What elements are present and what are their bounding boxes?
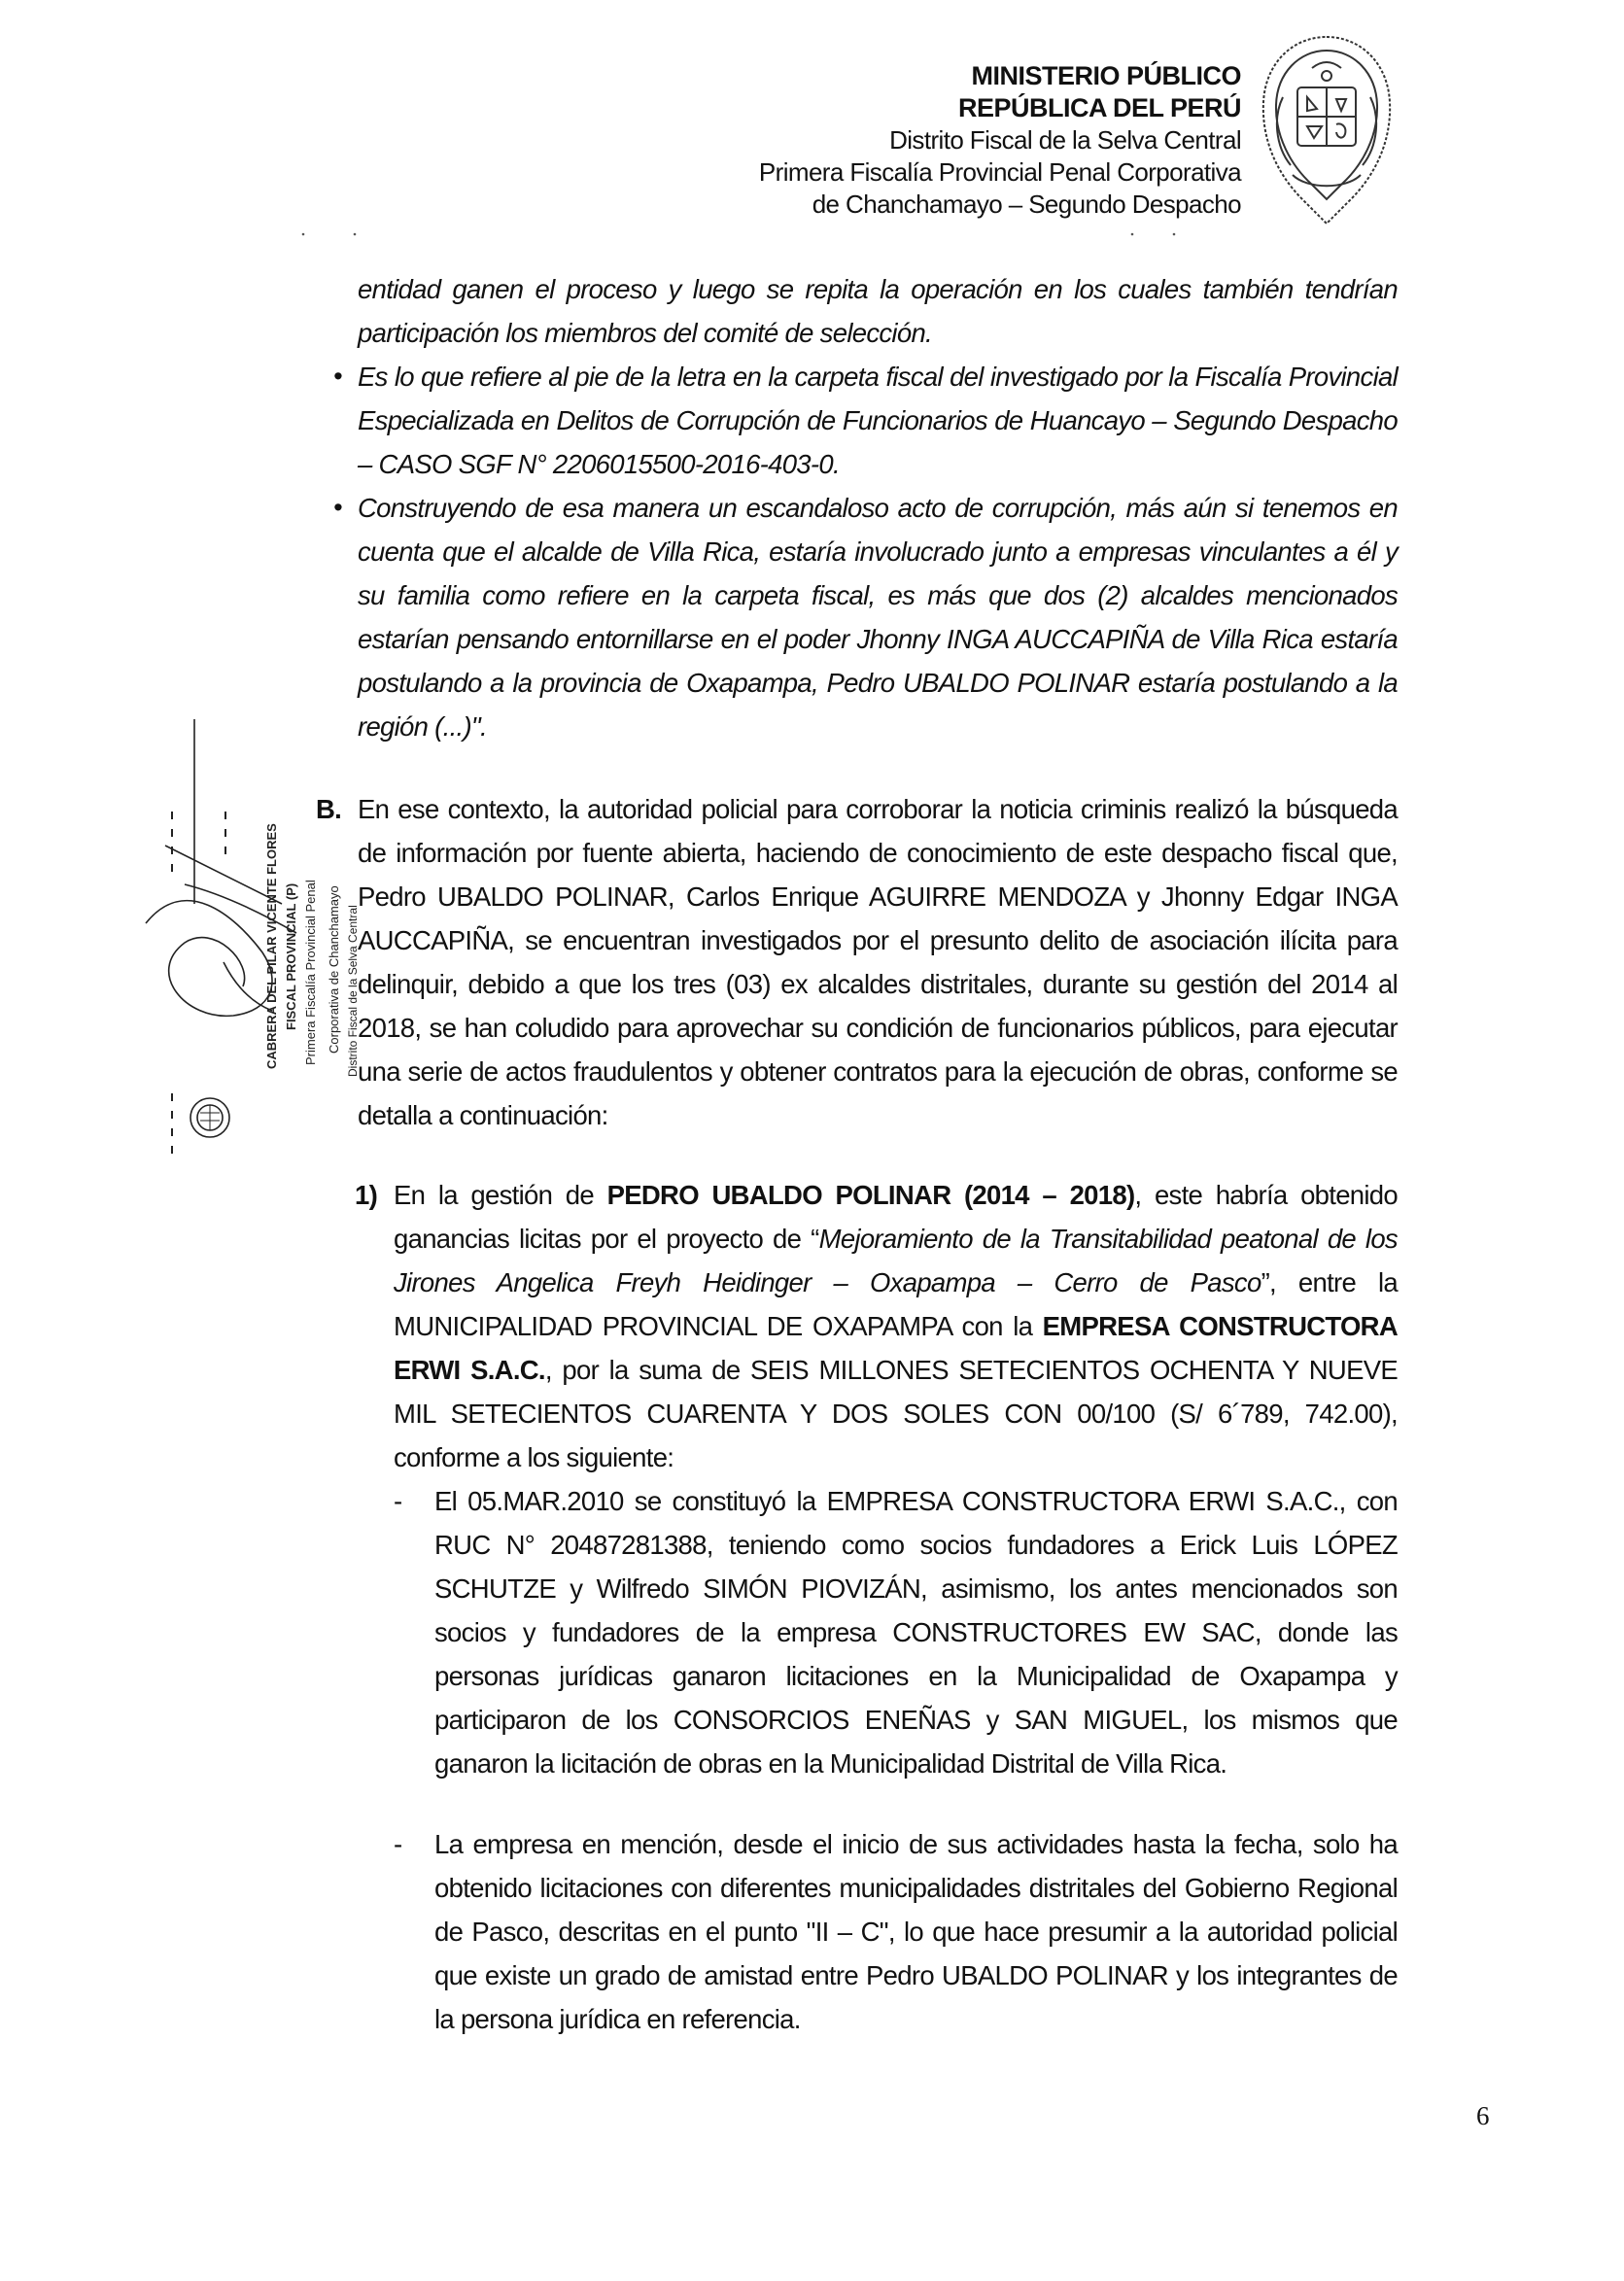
item-bold-segment: PEDRO UBALDO POLINAR (2014 – 2018) bbox=[606, 1180, 1135, 1210]
stamp-office: Primera Fiscalía Provincial Penal bbox=[303, 880, 318, 1065]
section-b bbox=[316, 787, 1398, 1137]
item-text-segment: ”, entre la MUNICIPALIDAD PROVINCIAL DE OXAPAMPA con la bbox=[394, 1267, 1398, 1341]
dash-mark: - bbox=[394, 1829, 402, 1859]
item-bold-segment: EMPRESA CONSTRUCTORA ERWI S.A.C. bbox=[394, 1311, 1399, 1385]
numbered-item-1 bbox=[355, 1173, 1398, 1479]
item-italic-segment: Mejoramiento de la Transitabilidad peatonal de los Jirones Angelica Freyh Heidinger – Oxapampa – Cerro de Pasco bbox=[394, 1224, 1398, 1297]
quote-bullet-1 bbox=[333, 355, 1398, 486]
section-b-label: B. bbox=[316, 794, 342, 824]
dash-mark: - bbox=[394, 1486, 402, 1516]
bullet-mark: • bbox=[333, 493, 342, 522]
header-office: Primera Fiscalía Provincial Penal Corporativa bbox=[758, 157, 1241, 187]
item-1-text bbox=[394, 1173, 1398, 1479]
bullet-mark: • bbox=[333, 362, 342, 391]
header-office-sub: de Chanchamayo – Segundo Despacho bbox=[812, 190, 1241, 219]
scan-dots bbox=[301, 229, 1176, 239]
bullet-text: Es lo que refiere al pie de la letra en la carpeta fiscal del investigado por la Fiscalía Provincial Especializada en Delitos de Corrupción de Funcionarios de Huancayo – Segundo Despacho – CASO SGF N° 2206015500-2016-403-0. bbox=[358, 362, 1398, 479]
stamp-office-sub: Corporativa de Chanchamayo bbox=[327, 885, 341, 1054]
header-district: Distrito Fiscal de la Selva Central bbox=[889, 125, 1241, 155]
quote-bullet-2 bbox=[333, 486, 1398, 748]
dash-item-text: El 05.MAR.2010 se constituyó la EMPRESA CONSTRUCTORA ERWI S.A.C., con RUC N° 20487281388, teniendo como socios fundadores a Erick Luis LÓPEZ SCHUTZE y Wilfredo SIMÓN PIOVIZÁN, asimismo, los antes mencionados son socios y fundadores de la empresa CONSTRUCTORES EW SAC, donde las personas jurídicas ganaron licitaciones en la Municipalidad de Oxapampa y participaron de los CONSORCIOS ENEÑAS y SAN MIGUEL, los mismos que ganaron la licitación de obras en la Municipalidad Distrital de Villa Rica. bbox=[434, 1486, 1398, 1779]
item-text-segment: , este habría obtenido ganancias licitas por el proyecto de “ bbox=[394, 1180, 1398, 1254]
dash-item-1 bbox=[394, 1479, 1398, 1785]
stamp-district: Distrito Fiscal de la Selva Central bbox=[346, 905, 360, 1077]
stamp-name: CABRERA DEL PILAR VICENTE FLORES bbox=[264, 823, 279, 1069]
header-institution: MINISTERIO PÚBLICO bbox=[971, 61, 1241, 90]
dash-item-2 bbox=[394, 1822, 1398, 2041]
intro-paragraph: entidad ganen el proceso y luego se repita la operación en los cuales también tendrían participación los miembros del comité de selección. bbox=[358, 274, 1398, 348]
item-number: 1) bbox=[355, 1180, 378, 1210]
letterhead bbox=[561, 60, 1241, 221]
coat-of-arms-seal-icon bbox=[1254, 29, 1399, 228]
dash-item-text: La empresa en mención, desde el inicio de sus actividades hasta la fecha, solo ha obtenido licitaciones con diferentes municipalidades distritales del Gobierno Regional de Pasco, descritas en el punto "II – C", lo que hace presumir a la autoridad policial que existe un grado de amistad entre Pedro UBALDO POLINAR y los integrantes de la persona jurídica en referencia. bbox=[434, 1829, 1398, 2034]
page-number: 6 bbox=[1476, 2101, 1490, 2130]
item-text-segment: En la gestión de bbox=[394, 1180, 607, 1210]
item-text-segment: , por la suma de SEIS MILLONES SETECIENTOS OCHENTA Y NUEVE MIL SETECIENTOS CUARENTA Y DOS SOLES CON 00/100 (S/ 6´789, 742.00), conforme a los siguiente: bbox=[394, 1355, 1398, 1472]
bullet-text: Construyendo de esa manera un escandaloso acto de corrupción, más aún si tenemos en cuenta que el alcalde de Villa Rica, estaría involucrado junto a empresas vinculantes a él y su familia como refiere en la carpeta fiscal, es más que dos (2) alcaldes mencionados estarían pensando entornillarse en el poder Jhonny INGA AUCCAPIÑA de Villa Rica estaría postulando a la provincia de Oxapampa, Pedro UBALDO POLINAR estaría postulando a la región (...)". bbox=[358, 493, 1398, 742]
header-country: REPÚBLICA DEL PERÚ bbox=[957, 93, 1241, 122]
stamp-title: FISCAL PROVINCIAL (P) bbox=[284, 882, 298, 1030]
section-b-text: En ese contexto, la autoridad policial para corroborar la noticia criminis realizó la búsqueda de información por fuente abierta, haciendo de conocimiento de este despacho fiscal que, Pedro UBALDO POLINAR, Carlos Enrique AGUIRRE MENDOZA y Jhonny Edgar INGA AUCCAPIÑA, se encuentran investigados por el presunto delito de asociación ilícita para delinquir, debido a que los tres (03) ex alcaldes distritales, durante su gestión del 2014 al 2018, se han coludido para aprovechar su condición de funcionarios públicos, para ejecutar una serie de actos fraudulentos y obtener contratos para la ejecución de obras, conforme se detalla a continuación: bbox=[358, 794, 1398, 1130]
